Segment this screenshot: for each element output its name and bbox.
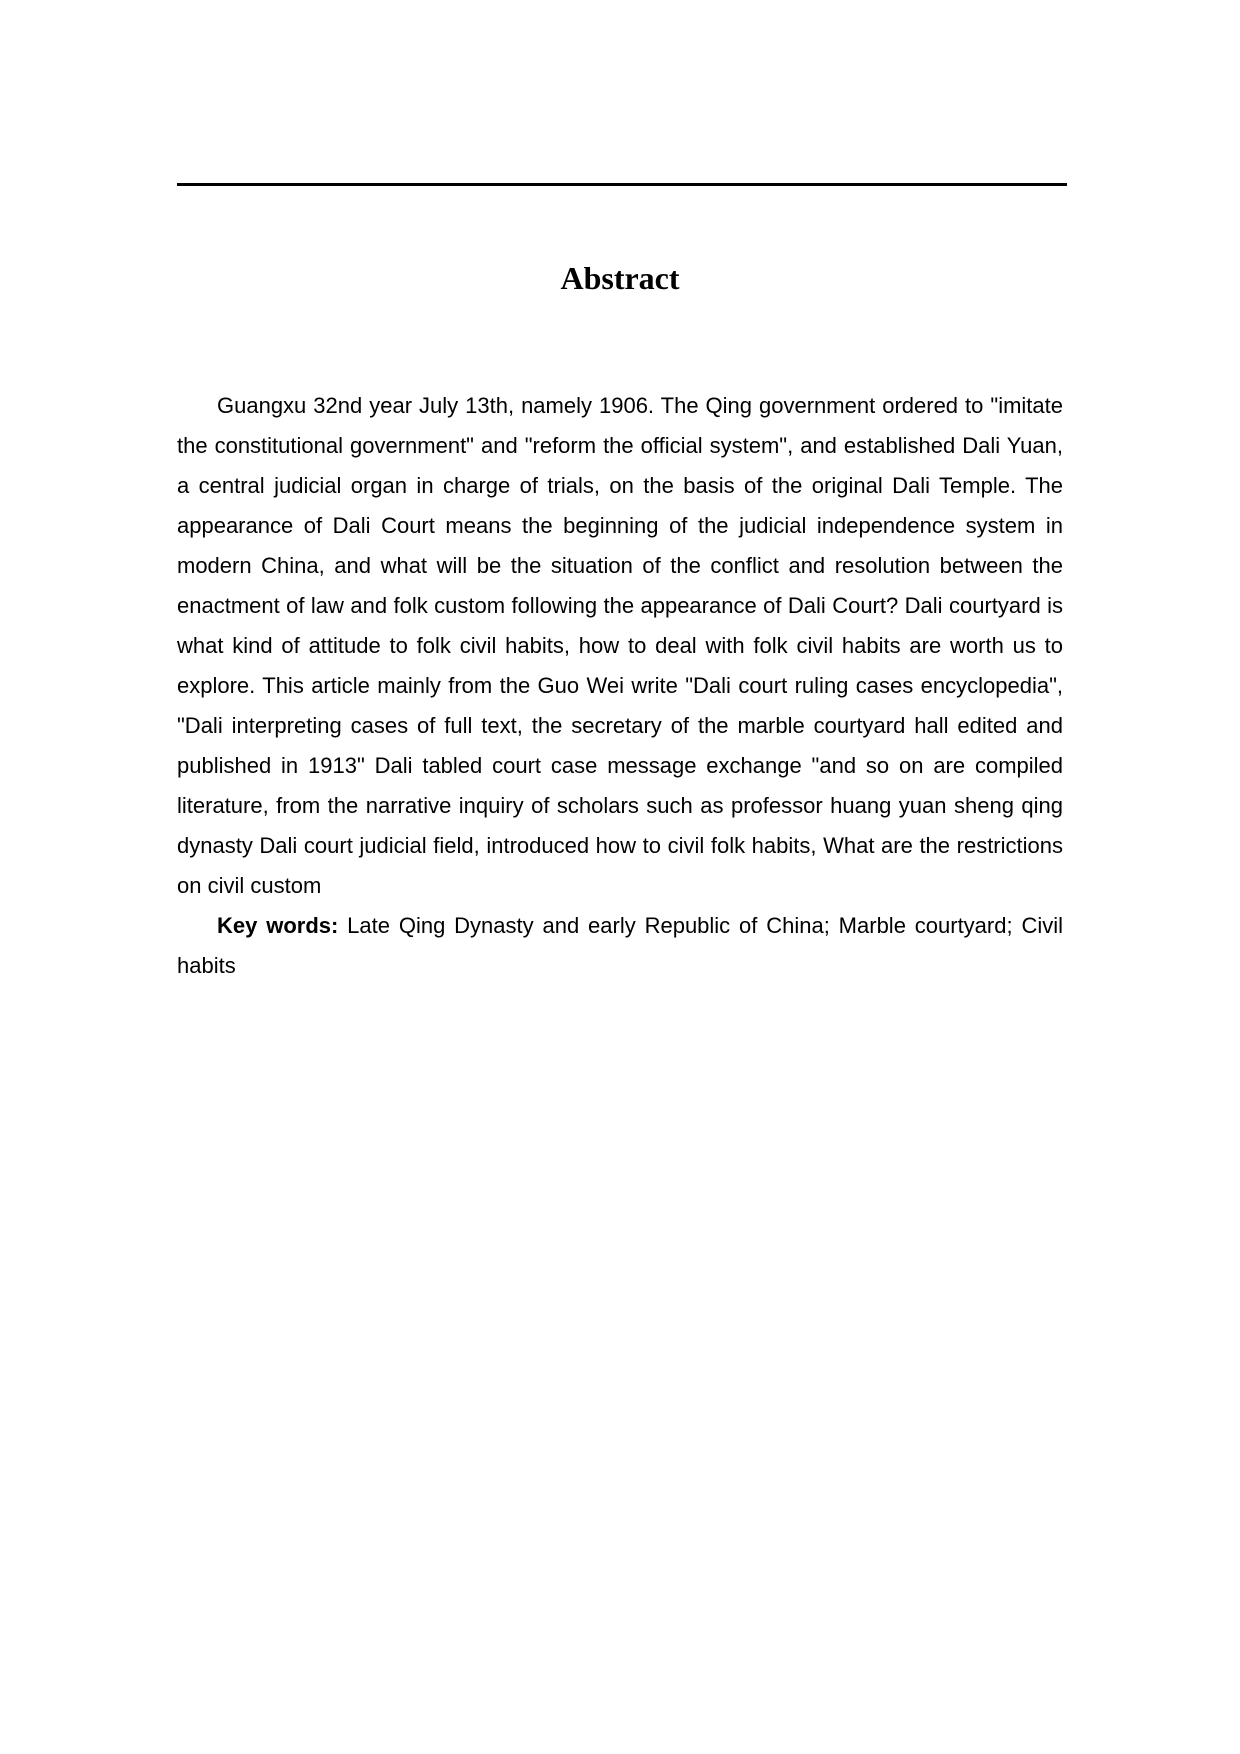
page-title: Abstract (560, 260, 680, 296)
keywords-paragraph (177, 906, 1063, 986)
keywords-label: Key words: (217, 913, 339, 938)
abstract-paragraph: Guangxu 32nd year July 13th, namely 1906. The Qing government ordered to "imitate the constitutional government" and "reform the official system", and established Dali Yuan, a central judicial organ in charge of trials, on the basis of the original Dali Temple. The appearance of Dali Court means the beginning of the judicial independence system in modern China, and what will be the situation of the conflict and resolution between the enactment of law and folk custom following the appearance of Dali Court? Dali courtyard is what kind of attitude to folk civil habits, how to deal with folk civil habits are worth us to explore. This article mainly from the Guo Wei write "Dali court ruling cases encyclopedia", "Dali interpreting cases of full text, the secretary of the marble courtyard hall edited and published in 1913" Dali tabled court case message exchange "and so on are compiled literature, from the narrative inquiry of scholars such as professor huang yuan sheng qing dynasty Dali court judicial field, introduced how to civil folk habits, What are the restrictions on civil custom (177, 393, 1063, 898)
abstract-body (177, 386, 1063, 986)
keywords-text: Late Qing Dynasty and early Republic of China; Marble courtyard; Civil habits (177, 913, 1063, 978)
header-rule (177, 183, 1067, 186)
